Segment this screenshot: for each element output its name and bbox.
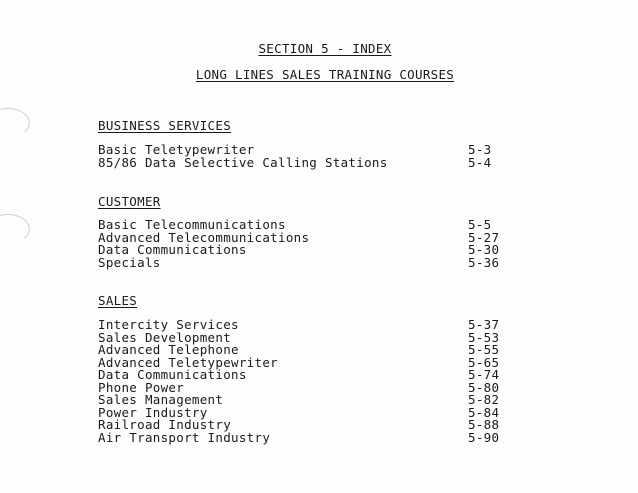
entry-title: Sales Development [98,329,232,345]
entry-title: Power Industry [98,404,208,420]
entry-page: 5-36 [468,254,500,270]
index-entry [98,429,508,445]
entry-title: Specials [98,254,161,270]
entry-title: Sales Management [98,392,224,407]
entry-title: Data Communications [98,367,247,382]
section-heading-customer: CUSTOMER [98,194,161,209]
punch-hole-mark [0,108,30,138]
entry-title: Advanced Telecommunications [98,229,310,245]
entry-page: 5-80 [468,379,500,395]
entry-page: 5-27 [468,229,500,245]
entry-page: 5-90 [468,429,500,445]
entry-title: 85/86 Data Selective Calling Stations [98,154,388,170]
section-heading-business-services: BUSINESS SERVICES [98,118,232,133]
entry-title: Basic Telecommunications [98,217,286,232]
entry-page: 5-84 [468,404,500,420]
entry-title: Advanced Teletypewriter [98,354,278,370]
index-entry [98,154,508,170]
punch-hole-mark [0,214,30,244]
entry-list-customer [98,219,508,269]
page-subtitle: LONG LINES SALES TRAINING COURSES [195,67,455,82]
entry-page: 5-30 [468,242,500,257]
entry-page: 5-3 [468,142,492,157]
index-entry [98,254,508,270]
entry-page: 5-82 [468,392,500,407]
entry-title: Data Communications [98,242,247,257]
entry-list-sales [98,319,508,444]
entry-title: Railroad Industry [98,417,232,432]
entry-page: 5-5 [468,217,492,232]
entry-page: 5-88 [468,417,500,432]
entry-page: 5-53 [468,329,500,345]
entry-title: Air Transport Industry [98,429,271,445]
entry-title: Phone Power [98,379,185,395]
entry-page: 5-37 [468,317,500,332]
entry-page: 5-74 [468,367,500,382]
entry-title: Basic Teletypewriter [98,142,255,157]
entry-title: Intercity Services [98,317,239,332]
entry-page: 5-4 [468,154,492,170]
entry-page: 5-65 [468,354,500,370]
entry-title: Advanced Telephone [98,342,239,357]
section-heading-sales: SALES [98,293,138,308]
entry-page: 5-55 [468,342,500,357]
entry-list-business-services [98,144,508,169]
section-title: SECTION 5 - INDEX [258,41,392,56]
